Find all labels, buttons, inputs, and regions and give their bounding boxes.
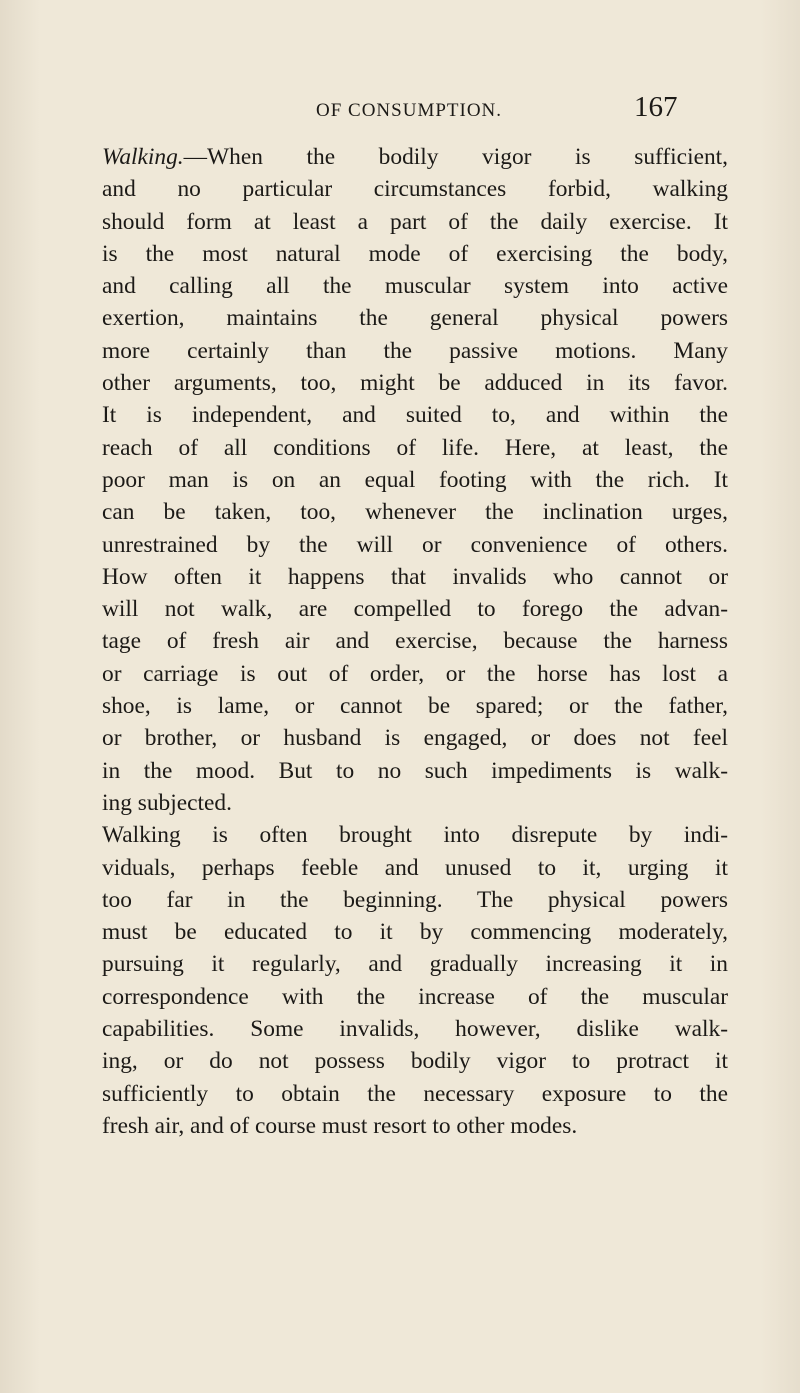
running-head: OF CONSUMPTION. (316, 100, 503, 121)
text-line: Walking.—When the bodily vigor is sufficient, (102, 144, 728, 170)
text-line: in the mood. But to no such impediments is walk- (102, 757, 728, 784)
text-line: unrestrained by the will or convenience of others. (102, 531, 728, 558)
text-line: fresh air, and of course must resort to other modes. (102, 1112, 578, 1139)
section-lead-italic: Walking. (102, 144, 184, 170)
text-line: tage of fresh air and exercise, because the harness (102, 628, 728, 655)
text-line: more certainly than the passive motions. Many (102, 337, 728, 364)
text-line: pursuing it regularly, and gradually increasing it in (102, 951, 728, 978)
text-line: ing, or do not possess bodily vigor to protract it (102, 1048, 728, 1075)
text-line: and calling all the muscular system into active (102, 273, 728, 300)
text-line: sufficiently to obtain the necessary exposure to the (102, 1080, 728, 1107)
text-line: viduals, perhaps feeble and unused to it, urging it (102, 854, 728, 881)
text-line: exertion, maintains the general physical powers (102, 305, 728, 332)
body-text (102, 141, 728, 1142)
paragraph-walking (102, 141, 728, 819)
text-line: too far in the beginning. The physical powers (102, 886, 728, 913)
text-line: How often it happens that invalids who cannot or (102, 563, 728, 590)
text-line: and no particular circumstances forbid, walking (102, 176, 728, 203)
text-line: or carriage is out of order, or the horse has lost a (102, 660, 728, 687)
text-line: should form at least a part of the daily exercise. It (102, 208, 728, 235)
text-line: shoe, is lame, or cannot be spared; or the father, (102, 693, 728, 720)
text-line: correspondence with the increase of the muscular (102, 983, 728, 1010)
text-line: other arguments, too, might be adduced in its favor. (102, 370, 728, 397)
page-number: 167 (634, 91, 678, 123)
text-line: It is independent, and suited to, and within the (102, 402, 728, 429)
paragraph-disrepute (102, 819, 728, 1142)
text-line: must be educated to it by commencing moderately, (102, 919, 728, 946)
text-line: is the most natural mode of exercising the body, (102, 240, 728, 267)
text-line: capabilities. Some invalids, however, dislike walk- (102, 1016, 728, 1043)
text-line: can be taken, too, whenever the inclination urges, (102, 499, 728, 526)
text-line: reach of all conditions of life. Here, at least, the (102, 434, 728, 461)
text-line: Walking is often brought into disrepute by indi- (102, 822, 728, 849)
text-line: will not walk, are compelled to forego the advan- (102, 596, 728, 623)
text-line: or brother, or husband is engaged, or does not feel (102, 725, 728, 752)
text-line: poor man is on an equal footing with the rich. It (102, 466, 728, 493)
text-line: ing subjected. (102, 789, 232, 816)
